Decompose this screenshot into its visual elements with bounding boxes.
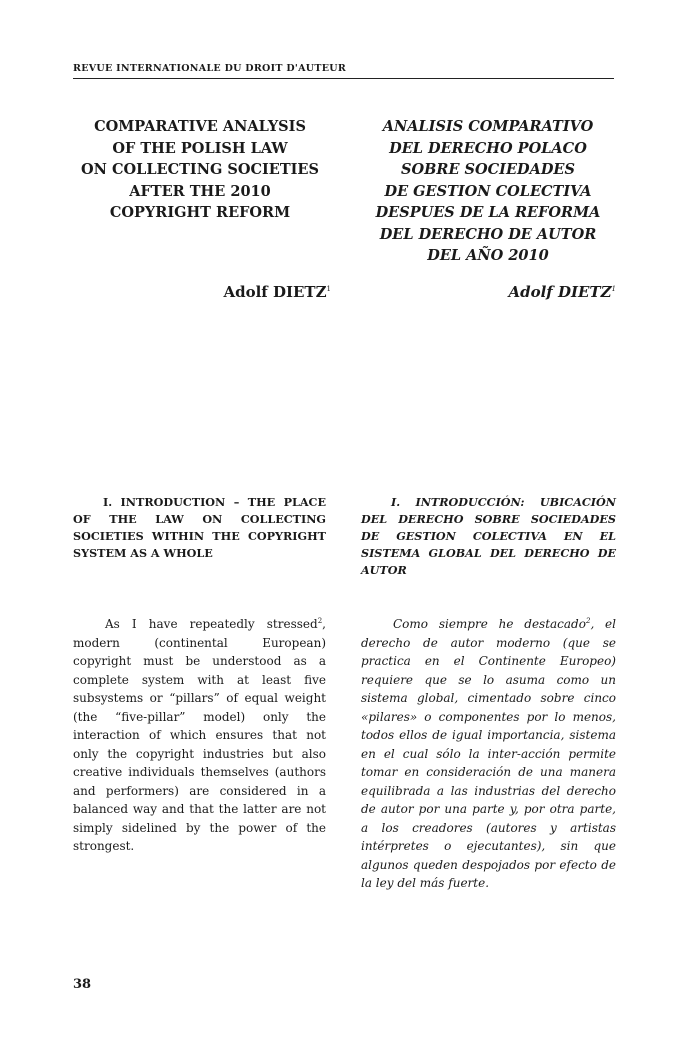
title-line: DEL DERECHO DE AUTOR	[379, 225, 597, 243]
spanish-section-heading	[361, 494, 616, 579]
header-rule	[73, 78, 614, 79]
title-line: COPYRIGHT REFORM	[109, 204, 291, 221]
title-line: DEL DERECHO POLACO	[389, 139, 587, 157]
author-name: Adolf DIETZ	[508, 283, 612, 301]
footnote-ref[interactable]: 2	[317, 617, 323, 625]
body-line: sistema global, cimentado sobre cinco	[361, 691, 616, 705]
spanish-title	[360, 116, 616, 267]
title-line: COMPARATIVE ANALYSIS	[94, 118, 306, 135]
heading-line: SISTEMA GLOBAL DEL DERECHO DE	[361, 546, 616, 560]
body-line: a los creadores (autores y artistas	[361, 820, 616, 835]
body-line: todos ellos de igual importancia, sistema	[361, 728, 616, 742]
body-text: Como siempre he destacado	[393, 617, 586, 631]
title-line: DESPUES DE LA REFORMA	[375, 204, 601, 221]
body-line: strongest.	[73, 839, 135, 853]
spanish-body	[361, 615, 616, 893]
spanish-author	[360, 283, 616, 301]
body-line: equilibrada a las industrias del derecho	[361, 783, 616, 798]
body-line: practica en el Continente Europeo)	[361, 654, 616, 668]
title-line: ANALISIS COMPARATIVO	[382, 118, 594, 135]
english-body	[73, 615, 326, 856]
title-line: DE GESTION COLECTIVA	[384, 182, 592, 200]
title-line: OF THE POLISH LAW	[112, 139, 288, 157]
body-line	[361, 615, 616, 634]
body-line: simply sidelined by the power of the	[73, 820, 326, 835]
body-line: creative individuals themselves (authors	[73, 765, 326, 779]
english-author	[72, 283, 331, 301]
heading-line: I. INTRODUCTION – THE PLACE	[103, 495, 326, 509]
body-line: balanced way and that the latter are not	[73, 802, 326, 816]
body-line: de autor por una parte y, por otra parte,	[361, 802, 616, 816]
body-line: copyright must be understood as a	[73, 654, 326, 668]
body-line: derecho de autor moderno (que se	[361, 635, 616, 650]
running-head: REVUE INTERNATIONALE DU DROIT D'AUTEUR	[73, 63, 347, 74]
heading-line: AUTOR	[361, 563, 407, 577]
body-line: la ley del más fuerte.	[361, 876, 490, 890]
body-line: (the “five-pillar” model) only the	[73, 709, 326, 724]
title-line: ON COLLECTING SOCIETIES	[81, 161, 319, 178]
body-text: , el	[590, 617, 616, 631]
body-line: algunos queden despojados por efecto de	[361, 857, 616, 872]
footnote-ref[interactable]: 1	[326, 285, 331, 293]
author-name: Adolf DIETZ	[223, 283, 327, 301]
body-line: intérpretes o ejecutantes), sin que	[361, 839, 616, 853]
heading-line: DEL DERECHO SOBRE SOCIEDADES	[361, 512, 616, 526]
body-line: only the copyright industries but also	[73, 746, 326, 761]
body-line: subsystems or “pillars” of equal weight	[73, 691, 326, 705]
heading-line: SOCIETIES WITHIN THE COPYRIGHT	[73, 529, 326, 543]
heading-line: OF THE LAW ON COLLECTING	[73, 512, 326, 526]
title-line: AFTER THE 2010	[129, 182, 271, 200]
body-line: complete system with at least five	[73, 672, 326, 687]
body-text: As I have repeatedly stressed	[105, 617, 318, 631]
title-line: DEL AÑO 2010	[427, 247, 549, 264]
body-line: en el cual sólo la inter-acción permite	[361, 746, 616, 761]
body-line	[73, 615, 326, 634]
body-line: requiere que se lo asuma como un	[361, 672, 616, 687]
footnote-ref[interactable]: 1	[611, 285, 616, 293]
title-line: SOBRE SOCIEDADES	[401, 161, 575, 178]
english-section-heading	[73, 494, 326, 562]
heading-line: SYSTEM AS A WHOLE	[73, 546, 213, 560]
heading-line: DE GESTION COLECTIVA EN EL	[361, 529, 616, 543]
body-line: «pilares» o componentes por lo menos,	[361, 709, 616, 724]
footnote-ref[interactable]: 2	[585, 617, 591, 625]
english-title	[72, 116, 328, 224]
body-line: interaction of which ensures that not	[73, 728, 326, 742]
heading-line: I. INTRODUCCIÓN: UBICACIÓN	[391, 495, 616, 509]
body-line: and performers) are considered in a	[73, 783, 326, 798]
body-text: ,	[322, 617, 326, 631]
page-number: 38	[73, 977, 92, 992]
body-line: tomar en consideración de una manera	[361, 765, 616, 779]
body-line: modern (continental European)	[73, 635, 326, 650]
